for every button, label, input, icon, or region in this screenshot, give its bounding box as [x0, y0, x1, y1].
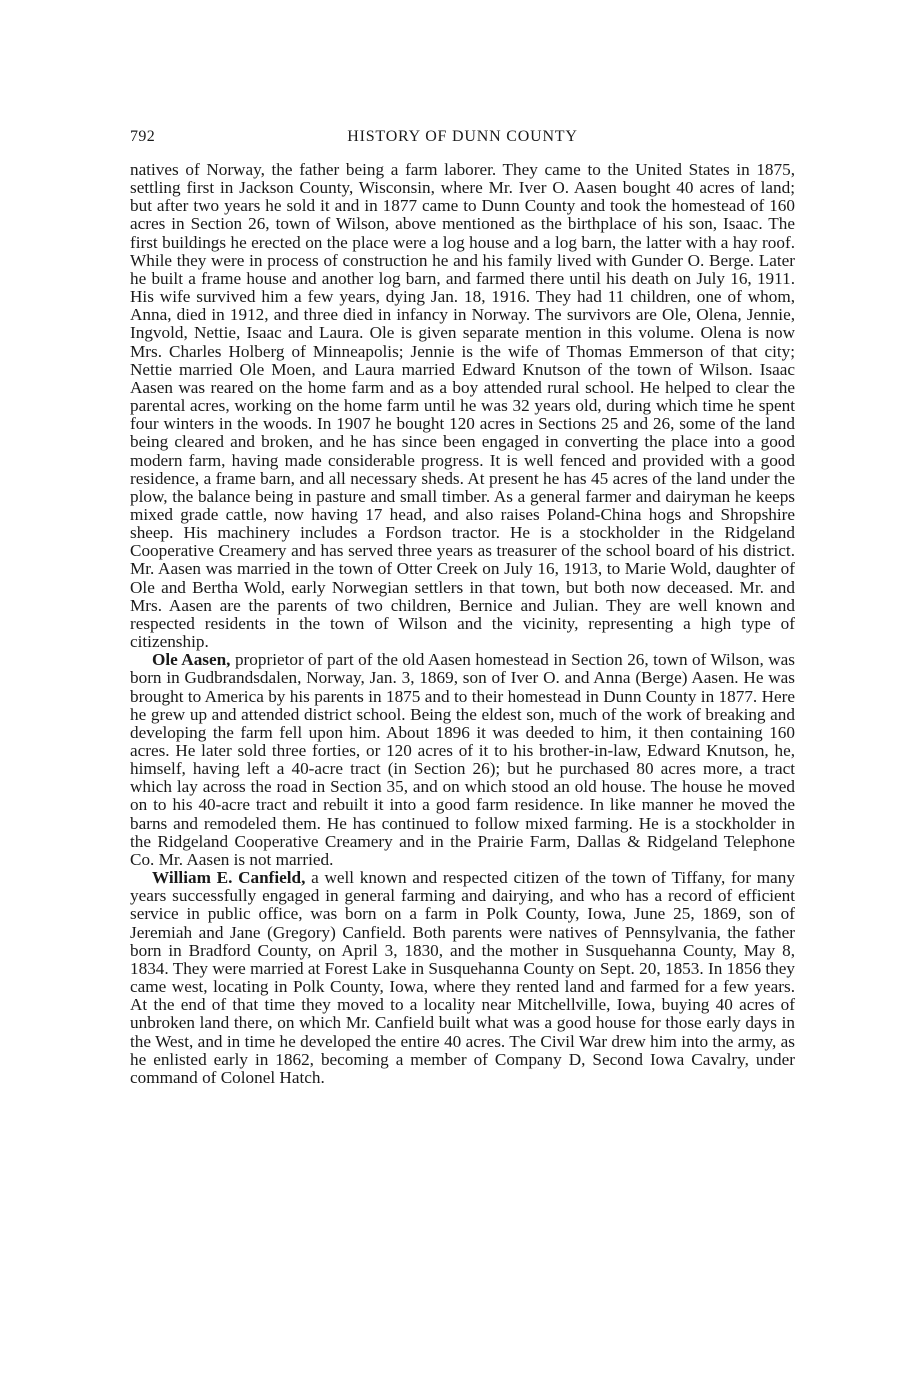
page-number: 792	[130, 128, 156, 145]
paragraph-william-canfield	[130, 869, 795, 1087]
paragraph-text: natives of Norway, the father being a farm laborer. They came to the United States in 1875, settling first in Jackson County, Wisconsin, where Mr. Iver O. Aasen bought 40 acres of land; but after two years he sold it and in 1877 came to Dunn County and took the homestead of 160 acres in Section 26, town of Wilson, above mentioned as the birthplace of his son, Isaac. The first buildings he erected on the place were a log house and a log barn, the latter with a hay roof. While they were in process of construction he and his family lived with Gunder O. Berge. Later he built a frame house and another log barn, and farmed there until his death on July 16, 1911. His wife survived him a few years, dying Jan. 18, 1916. They had 11 children, one of whom, Anna, died in 1912, and three died in infancy in Norway. The survivors are Ole, Olena, Jennie, Ingvold, Nettie, Isaac and Laura. Ole is given separate mention in this volume. Olena is now Mrs. Charles Holberg of Minneapolis; Jennie is the wife of Thomas Emmerson of that city; Nettie married Ole Moen, and Laura married Edward Knutson of the town of Wilson. Isaac Aasen was reared on the home farm and as a boy attended rural school. He helped to clear the parental acres, working on the home farm until he was 32 years old, during which time he spent four winters in the woods. In 1907 he bought 120 acres in Sections 25 and 26, some of the land being cleared and broken, and he has since been engaged in converting the place into a good modern farm, having made considerable progress. It is well fenced and provided with a good residence, a frame barn, and all necessary sheds. At present he has 45 acres of the land under the plow, the balance being in pasture and small timber. As a general farmer and dairyman he keeps mixed grade cattle, now having 17 head, and also raises Poland-China hogs and Shropshire sheep. His machinery includes a Fordson tractor. He is a stockholder in the Ridgeland Cooperative Creamery and has served three years as treasurer of the school board of his district. Mr. Aasen was married in the town of Otter Creek on July 16, 1913, to Marie Wold, daughter of Ole and Bertha Wold, early Norwegian settlers in that town, but both now deceased. Mr. and Mrs. Aasen are the parents of two children, Bernice and Julian. They are well known and respected residents in the town of Wilson and the vicinity, representing a high type of citizenship.	[130, 160, 795, 652]
running-head	[130, 128, 795, 152]
paragraph-ole-aasen	[130, 651, 795, 869]
paragraph-text: a well known and respected citizen of the town of Tiffany, for many years successfully engaged in general farming and dairying, and who has a record of efficient service in public office, was born on a farm in Polk County, Iowa, June 25, 1869, son of Jeremiah and Jane (Gregory) Canfield. Both parents were natives of Pennsylvania, the father born in Bradford County, on April 3, 1830, and the mother in Susquehanna County, May 8, 1834. They were married at Forest Lake in Susquehanna County on Sept. 20, 1853. In 1856 they came west, locating in Polk County, Iowa, where they rented land and farmed for a few years. At the end of that time they moved to a locality near Mitchellville, Iowa, buying 40 acres of unbroken land there, on which Mr. Canfield built what was a good house for those early days in the West, and in time he developed the entire 40 acres. The Civil War drew him into the army, as he enlisted early in 1862, becoming a member of Company D, Second Iowa Cavalry, under command of Colonel Hatch.	[130, 868, 795, 1087]
paragraph-text: proprietor of part of the old Aasen homestead in Section 26, town of Wilson, was born in Gudbrandsdalen, Norway, Jan. 3, 1869, son of Iver O. and Anna (Berge) Aasen. He was brought to America by his parents in 1875 and to their homestead in Dunn County in 1877. Here he grew up and attended district school. Being the eldest son, much of the work of breaking and developing the farm fell upon him. About 1896 it was deeded to him, it then containing 160 acres. He later sold three forties, or 120 acres of it to his brother-in-law, Edward Knutson, he, himself, having left a 40-acre tract (in Section 26); but he purchased 80 acres more, a tract which lay across the road in Section 35, and on which stood an old house. The house he moved on to his 40-acre tract and rebuilt it into a good farm residence. In like manner he moved the barns and remodeled them. He has continued to follow mixed farming. He is a stockholder in the Ridgeland Cooperative Creamery and in the Prairie Farm, Dallas & Ridgeland Telephone Co. Mr. Aasen is not married.	[130, 650, 795, 869]
running-title: HISTORY OF DUNN COUNTY	[347, 128, 578, 145]
biography-name: Ole Aasen,	[152, 650, 231, 670]
paragraph-iver-aasen-family	[130, 161, 795, 651]
body-text	[130, 161, 795, 1087]
biography-name: William E. Canfield,	[152, 868, 306, 888]
